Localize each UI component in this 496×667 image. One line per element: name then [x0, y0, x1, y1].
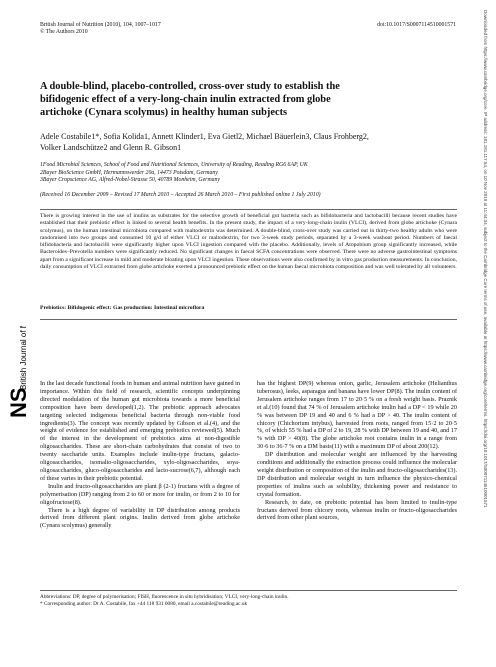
footnote-divider	[40, 590, 457, 591]
author-line: Adele Costabile1*, Sofia Kolida1, Annett Klinder1, Eva Gietl2, Michael Bäuerlein3, Claus Frohberg2,	[40, 132, 369, 141]
keywords-text: Prebiotics: Bifidogenic effect: Gas production: Intestinal microflora	[40, 305, 205, 311]
article-dates: (Received 16 December 2009 – Revised 17 March 2010 – Accepted 26 March 2010 – First published online 1 July 2010)	[40, 192, 321, 198]
logo-letters: NS	[6, 387, 31, 418]
paragraph: Inulin and fructo-oligosaccharides are plant β (2-1) fructans with a degree of polymerisation (DP) ranging from 2 to 60 or more for inulin, or from 2 to 10 for oligofructose(8).	[40, 482, 240, 506]
paragraph: In the last decade functional foods in human and animal nutrition have gained in importance. Within this field of research, scientific concepts underpinning directed modulation of the human gut microbiota towards a more beneficial composition have been developed(1,2). The prebiotic approach advocates targeting selected indigenous beneficial bacteria through non-viable food ingredients(3). The concept was recently updated by Gibson et al.(4), and the weight of evidence for established and emerging prebiotics reviewed(5). Much of the interest in the development of prebiotics aims at non-digestible oligosaccharides. These are short-chain carbohydrates that consist of two to twenty saccharide units. Examples include inulin-type fructans, galacto-oligosaccharides, isomalto-oligosaccharides, xylo-oligosaccharides, soya-oligosaccharides, gluco-oligosaccharides and lacto-sucrose(6,7), although each of these varies in their prebiotic potential.	[40, 380, 240, 482]
author-line: Volker Landschütze2 and Glenn R. Gibson1	[40, 142, 182, 152]
body-left-column	[40, 380, 240, 530]
journal-header	[40, 22, 161, 36]
affiliation-line: 2Bayer BioScience GmbH, Hermannswerder 20a, 14473 Potsdam, Germany	[40, 169, 218, 176]
affiliation-line: 1Food Microbial Sciences, School of Food and Nutritional Sciences, University of Reading, Reading RG6 6AP, UK	[40, 162, 308, 168]
keywords	[40, 305, 457, 312]
journal-name-vertical: British Journal of Nutrition	[19, 326, 28, 390]
title-line: bifidogenic effect of a very-long-chain inulin extracted from globe	[40, 94, 331, 105]
paragraph: has the highest DP(9) whereas onion, garlic, Jerusalem artichoke (Helianthus tuberosus), leeks, asparagus and banana have lower DP(8). The inulin content of Jerusalem artichoke ranges from 17 to 20·5 % on a fresh weight basis. Praznik et al.(10) found that 74 % of Jerusalem artichoke inulin had a DP < 19 while 20 % was between DP 19 and 40 and 6 % had a DP > 40. The inulin content of chicory (Chichorium intybus), harvested from roots, ranged from 15·2 to 20·5 %, of which 55 % had a DP of 2 to 19, 28 % with DP between 19 and 40, and 17 % with DP > 40(8). The globe artichoke root contains inulin in a range from 30·6 to 36·7 % on a DM basis(11) with a maximum DP of about 200(12).	[257, 380, 457, 451]
paragraph: DP distribution and molecular weight are influenced by the harvesting conditions and additionally the extraction process could influence the molecular weight distribution or composition of the inulin and fructo-oligosaccharides(13). DP distribution and molecular weight in turn influence the physico-chemical properties of inulins such as solubility, thickening power and resistance to crystal formation.	[257, 451, 457, 498]
title-line: A double-blind, placebo-controlled, cross-over study to establish the	[40, 81, 340, 92]
divider	[40, 319, 457, 320]
title-line: artichoke (Cynara scolymus) in healthy human subjects	[40, 107, 288, 118]
divider	[40, 209, 457, 210]
affiliations	[40, 162, 470, 185]
article-title	[40, 80, 460, 119]
journal-logo-graphic	[6, 326, 32, 420]
body-right-column	[257, 380, 457, 522]
download-notice-text: Downloaded from https://www.cambridge.org/core. IP address: 181.181.117.54, on 10 Nov 2019 at 11:44:34, subject to the Cambridge Core terms of use, available at https://www.cambridge.org/core/terms. https://doi.org/10.1017/S0007114510001571	[483, 10, 488, 508]
footnotes	[40, 594, 457, 608]
abbreviations-note: Abbreviations: DP, degree of polymerisation; FISH, fluorescence in situ hybridisation; VLCI, very-long-chain inulin.	[40, 594, 289, 600]
journal-citation: British Journal of Nutrition (2010), 104, 1007–1017	[40, 22, 161, 28]
journal-logo	[6, 326, 32, 420]
download-notice	[474, 0, 492, 662]
paragraph: There is a high degree of variability in DP distribution among products derived from different plant origins. Inulin derived from globe artichoke (Cynara scolymus) generally	[40, 506, 240, 530]
download-notice-graphic	[474, 0, 492, 662]
doi-label: doi:10.1017/S0007114510001571	[377, 22, 456, 28]
affiliation-line: 3Bayer Cropscience AG, Alfred-Nobel-Strasse 50, 40789 Monheim, Germany	[40, 177, 220, 183]
abstract: There is growing interest in the use of inulins as substrates for the selective growth of beneficial gut bacteria such as bifidobacteria and lactobacilli because recent studies have established that their prebiotic effect is linked to several health benefits. In the present study, the impact of a very-long-chain inulin (VLCI), derived from globe artichoke (Cynara scolymus), on the human intestinal microbiota compared with maltodextrin was determined. A double-blind, cross-over study was carried out in thirty-two healthy adults who were randomised into two groups and consumed 10 g/d of either VLCI or maltodextrin, for two 3-week study periods, separated by a 3-week washout period. Numbers of faecal bifidobacteria and lactobacilli were significantly higher upon VLCI ingestion compared with the placebo. Additionally, levels of Atopobium group significantly increased, while Bacteroides–Prevotella numbers were significantly reduced. No significant changes in faecal SCFA concentrations were observed. There were no adverse gastrointestinal symptoms apart from a significant increase in mild and moderate bloating upon VLCI ingestion. These observations were also confirmed by in vitro gas production measurements. In conclusion, daily consumption of VLCI extracted from globe artichoke exerted a pronounced prebiotic effect on the human faecal microbiota composition and was well tolerated by all volunteers.	[40, 213, 457, 270]
corresponding-author-note: * Corresponding author: Dr A. Costabile, fax +44 118 931 0080, email a.costabile@reading.ac.uk	[40, 601, 248, 607]
copyright-line: © The Authors 2010	[40, 29, 88, 35]
author-list	[40, 132, 470, 153]
paragraph: Research, to date, on prebiotic potential has been limited to inulin-type fructans derived from chicory roots, whereas inulin or fructo-oligosaccharides derived from other plant sources,	[257, 498, 457, 522]
